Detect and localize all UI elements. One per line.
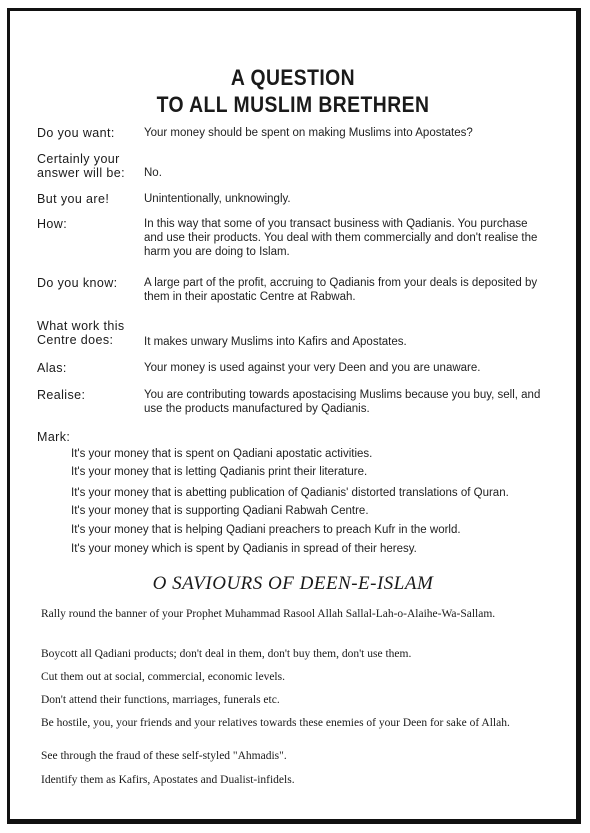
call-item: Identify them as Kafirs, Apostates and Dualist-infidels. [41, 774, 295, 786]
mark-item: It's your money that is letting Qadianis print their literature. [71, 466, 368, 478]
mark-item: It's your money that is abetting publication of Qadianis' distorted translations of Quran. [71, 487, 509, 499]
qa-label: Alas: [37, 361, 67, 375]
saviours-heading: O SAVIOURS OF DEEN-E-ISLAM [152, 573, 434, 594]
call-item: See through the fraud of these self-styled "Ahmadis". [41, 750, 287, 762]
title-line-2: TO ALL MUSLIM BRETHREN [156, 92, 430, 117]
qa-text: You are contributing towards apostacising Muslims because you buy, sell, and use the products manufactured by Qadianis. [144, 389, 541, 415]
qa-text: It makes unwary Muslims into Kafirs and Apostates. [144, 336, 407, 348]
call-item: Rally round the banner of your Prophet Muhammad Rasool Allah Sallal-Lah-o-Alaihe-Wa-Sallam. [41, 608, 496, 620]
qa-text: Your money should be spent on making Muslims into Apostates? [144, 127, 473, 139]
call-item: Don't attend their functions, marriages, funerals etc. [41, 694, 280, 706]
qa-text: A large part of the profit, accruing to Qadianis from your deals is deposited by them in their apostatic Centre at Rabwah. [144, 277, 538, 303]
title-line-1: A QUESTION [230, 65, 356, 90]
qa-label: How: [37, 217, 68, 231]
qa-label: What work this Centre does: [37, 319, 125, 347]
mark-item: It's your money that is supporting Qadiani Rabwah Centre. [71, 505, 369, 517]
qa-label: Certainly your answer will be: [37, 152, 125, 180]
call-item: Cut them out at social, commercial, economic levels. [41, 671, 285, 683]
qa-label: But you are! [37, 192, 110, 206]
qa-text: No. [144, 167, 162, 179]
mark-label: Mark: [37, 430, 71, 444]
qa-text: Unintentionally, unknowingly. [144, 193, 291, 205]
mark-item: It's your money that is spent on Qadiani apostatic activities. [71, 448, 373, 460]
call-item: Be hostile, you, your friends and your relatives towards these enemies of your Deen for sake of Allah. [41, 717, 510, 729]
qa-label: Do you want: [37, 126, 115, 140]
qa-text: In this way that some of you transact business with Qadianis. You purchase and use their products. You deal with them commercially and don't realise the harm you are doing to Islam. [144, 218, 538, 258]
qa-label: Do you know: [37, 276, 118, 290]
page-frame [7, 8, 581, 824]
qa-label: Realise: [37, 388, 86, 402]
qa-text: Your money is used against your very Deen and you are unaware. [144, 362, 481, 374]
mark-item: It's your money that is helping Qadiani preachers to preach Kufr in the world. [71, 524, 461, 536]
mark-item: It's your money which is spent by Qadianis in spread of their heresy. [71, 543, 417, 555]
call-item: Boycott all Qadiani products; don't deal in them, don't buy them, don't use them. [41, 648, 412, 660]
